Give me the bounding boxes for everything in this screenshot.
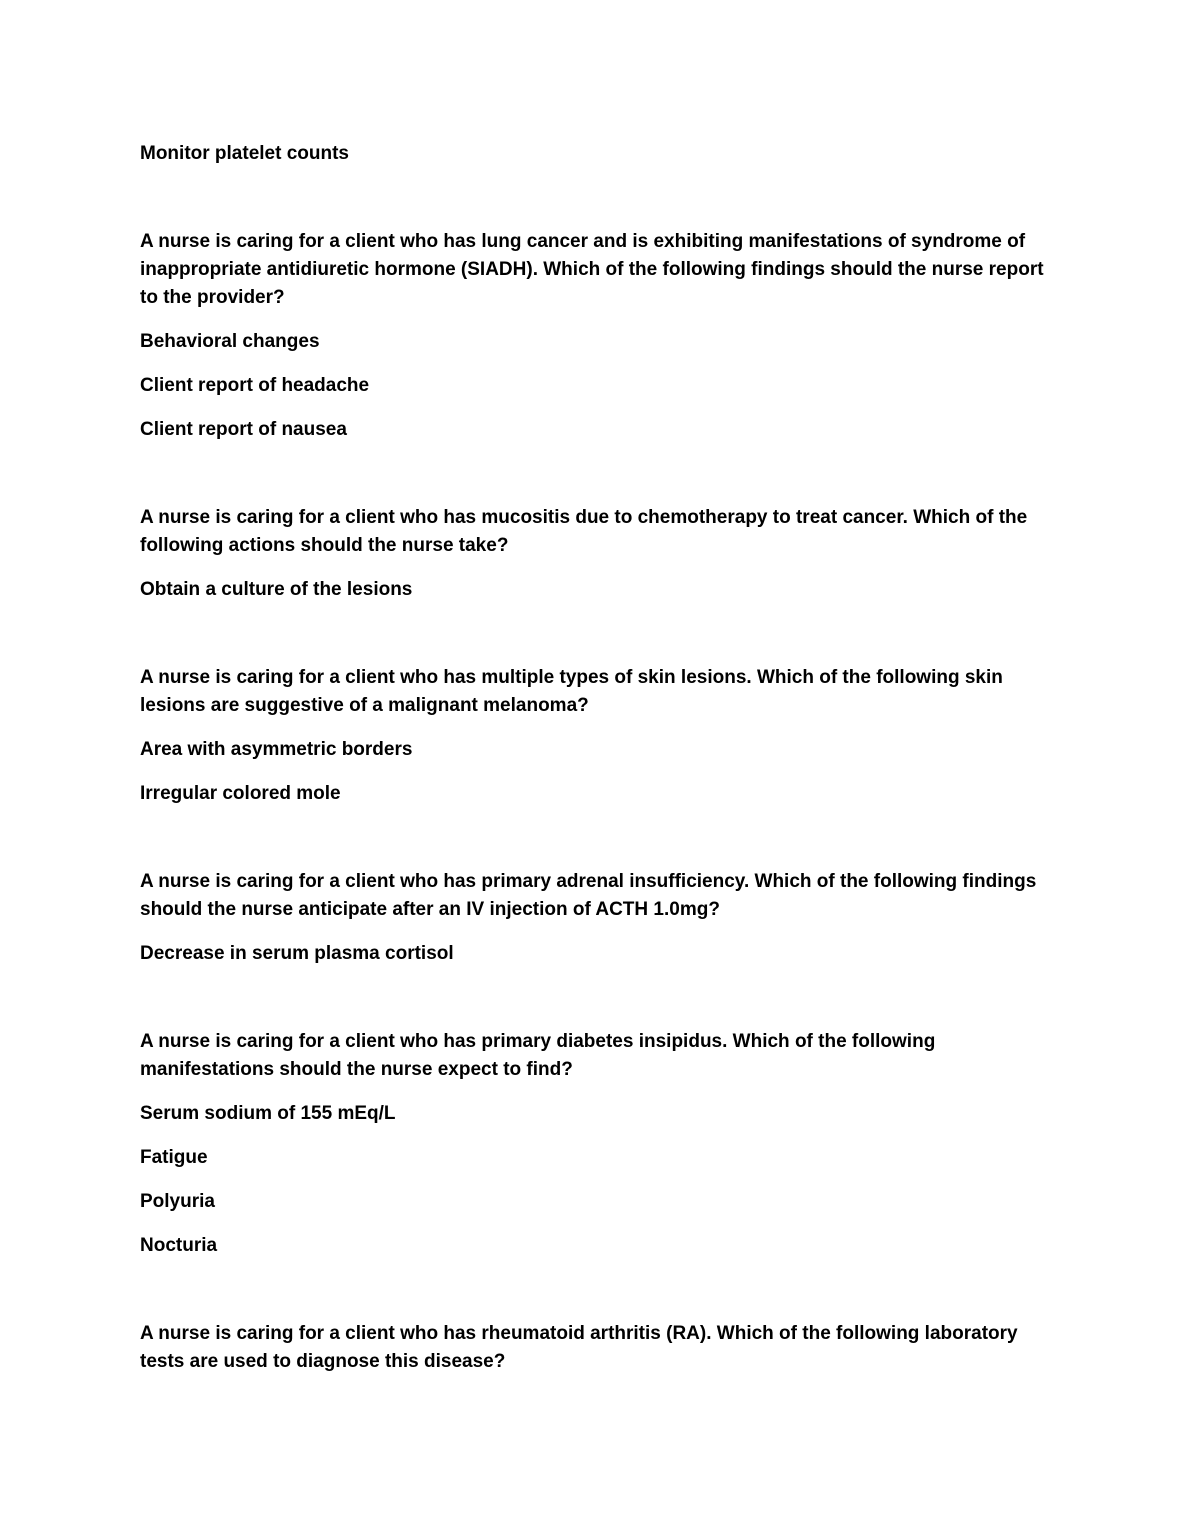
answer-text: Area with asymmetric borders: [140, 739, 413, 760]
answer-text: Serum sodium of 155 mEq/L: [140, 1103, 396, 1124]
question-block-1: [140, 228, 1055, 444]
lead-answer: Monitor platelet counts: [140, 143, 349, 164]
question-text: A nurse is caring for a client who has mucositis due to chemotherapy to treat cancer. Which of the following actions should the nurse take?: [140, 507, 1028, 556]
answer-text: Client report of nausea: [140, 419, 347, 440]
answer-text: Obtain a culture of the lesions: [140, 579, 413, 600]
answer-text: Irregular colored mole: [140, 783, 341, 804]
question-block-2: [140, 504, 1055, 604]
question-block-4: [140, 868, 1055, 968]
question-block-6: [140, 1320, 1055, 1376]
question-text: A nurse is caring for a client who has rheumatoid arthritis (RA). Which of the following laboratory tests are used to diagnose this disease?: [140, 1323, 1018, 1372]
answer-text: Polyuria: [140, 1191, 215, 1212]
question-text: A nurse is caring for a client who has multiple types of skin lesions. Which of the following skin lesions are suggestive of a malignant melanoma?: [140, 667, 1003, 716]
answer-text: Client report of headache: [140, 375, 370, 396]
question-text: A nurse is caring for a client who has primary diabetes insipidus. Which of the following manifestations should the nurse expect to find?: [140, 1031, 936, 1080]
answer-text: Fatigue: [140, 1147, 208, 1168]
answer-text: Nocturia: [140, 1235, 218, 1256]
question-block-5: [140, 1028, 1055, 1260]
document-content: [140, 140, 1055, 1392]
answer-text: Decrease in serum plasma cortisol: [140, 943, 454, 964]
question-text: A nurse is caring for a client who has lung cancer and is exhibiting manifestations of syndrome of inappropriate antidiuretic hormone (SIADH). Which of the following findings should the nurse report to the provider?: [140, 231, 1044, 308]
question-block-3: [140, 664, 1055, 808]
answer-text: Behavioral changes: [140, 331, 320, 352]
question-text: A nurse is caring for a client who has primary adrenal insufficiency. Which of the following findings should the nurse anticipate after an IV injection of ACTH 1.0mg?: [140, 871, 1037, 920]
